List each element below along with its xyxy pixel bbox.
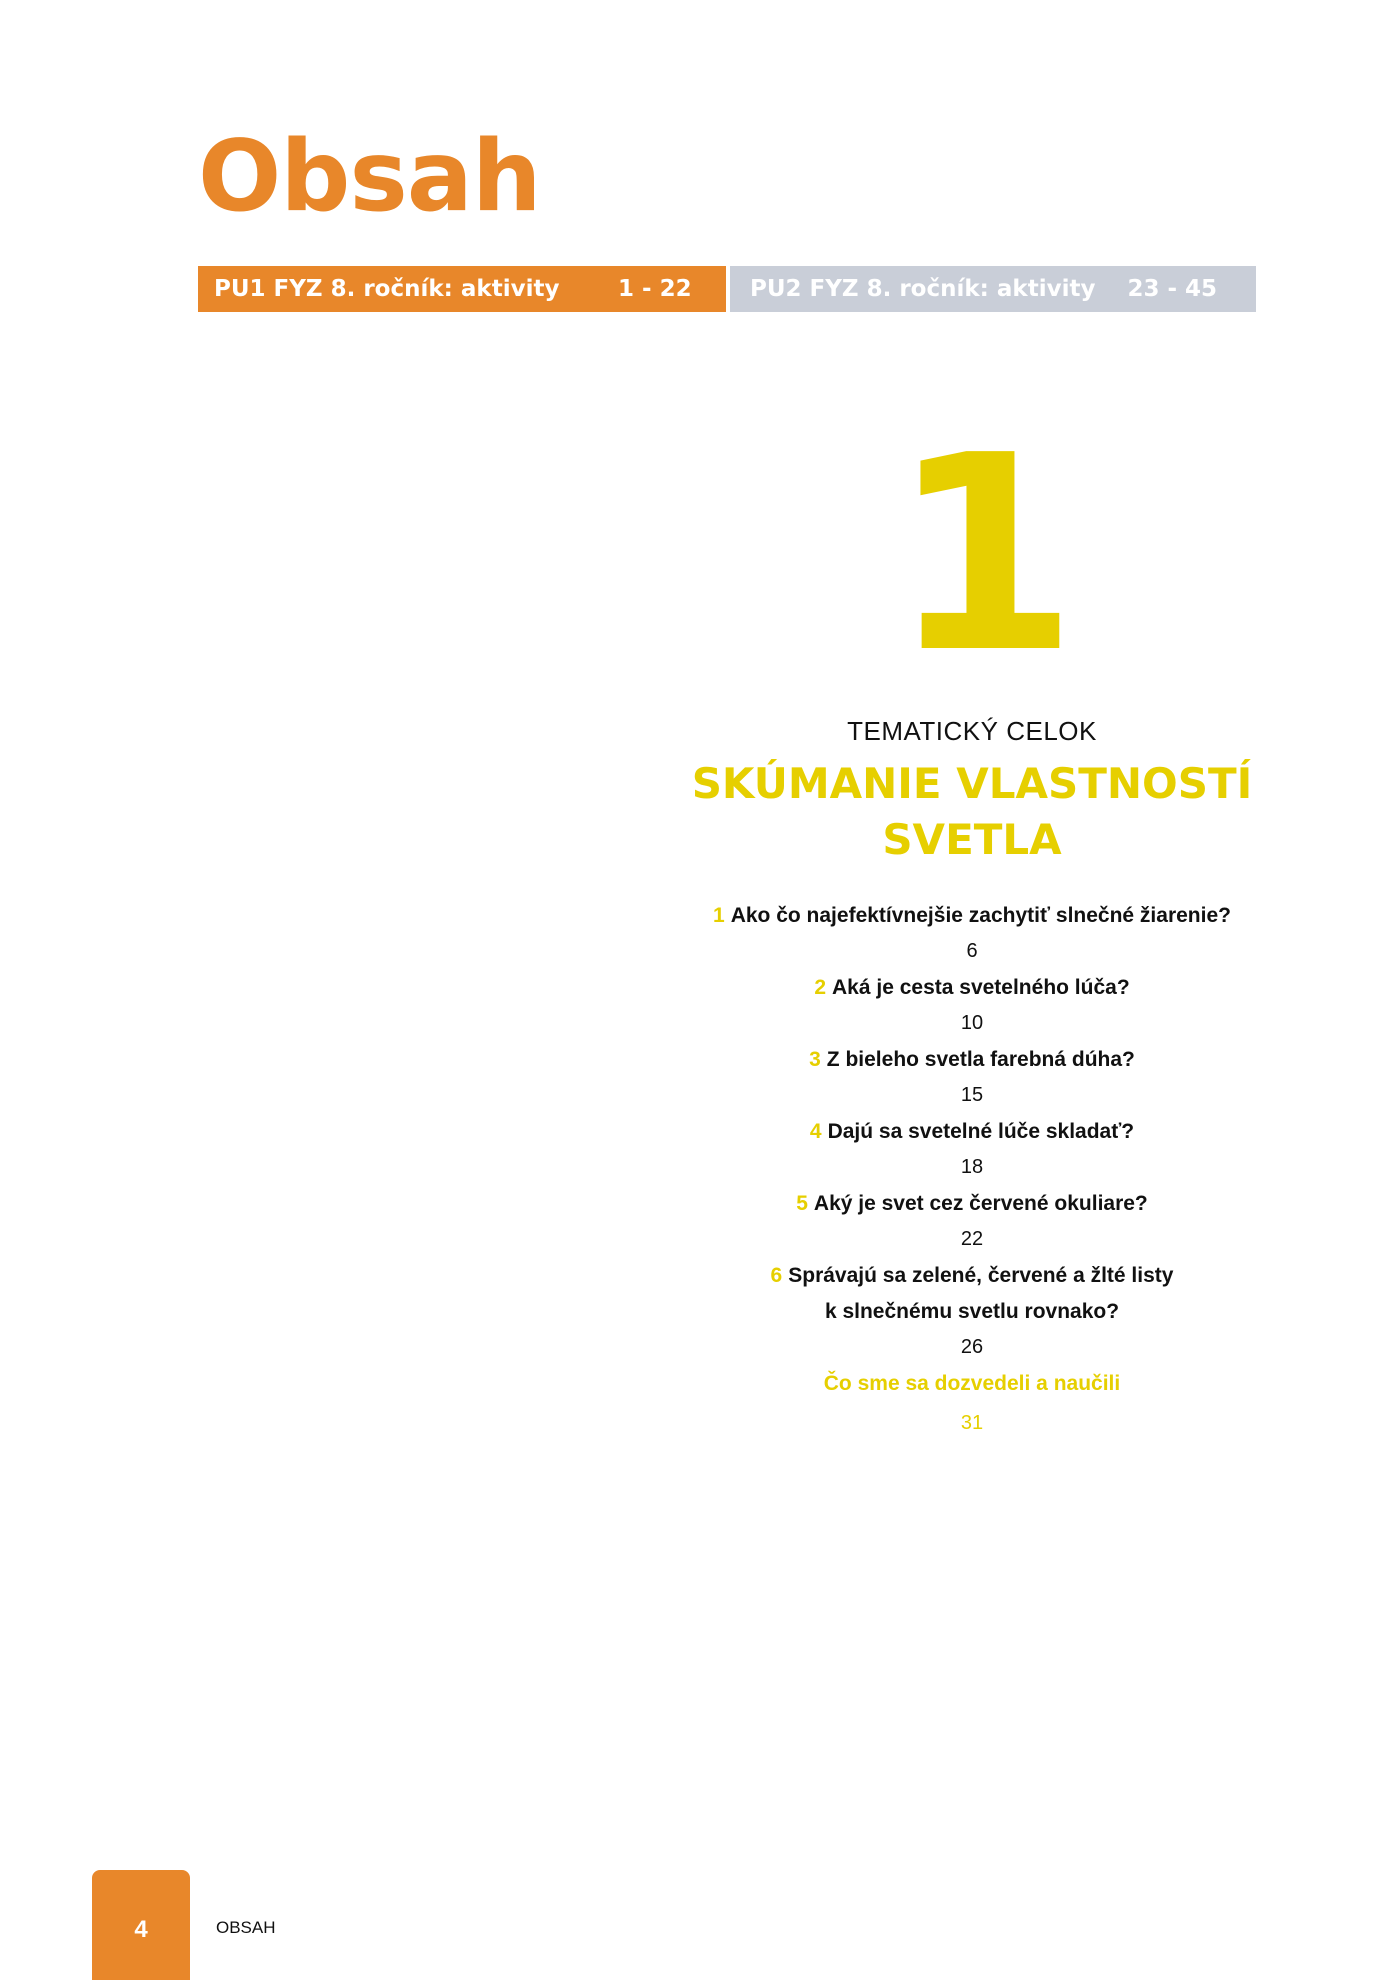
toc-entry-3[interactable] bbox=[672, 1042, 1272, 1112]
toc-page-number: 22 bbox=[960, 1228, 984, 1250]
toc-title-line-2: k slnečnému svetlu rovnako? bbox=[824, 1300, 1120, 1323]
toc-entry-6[interactable] bbox=[672, 1258, 1272, 1364]
toc-title-text: Aká je cesta svetelného lúča? bbox=[832, 976, 1130, 999]
toc-title bbox=[672, 898, 1272, 934]
toc-summary[interactable] bbox=[672, 1366, 1272, 1440]
toc-number: 5 bbox=[796, 1192, 808, 1215]
table-of-contents bbox=[672, 898, 1272, 1442]
toc-entry-5[interactable] bbox=[672, 1186, 1272, 1256]
toc-page-number: 15 bbox=[960, 1084, 984, 1106]
toc-number: 6 bbox=[770, 1264, 783, 1287]
toc-title bbox=[672, 1114, 1272, 1150]
tab-pu1[interactable] bbox=[198, 266, 726, 312]
volume-tabs bbox=[198, 266, 1256, 312]
toc-entry-1[interactable] bbox=[672, 898, 1272, 968]
page-number-tab: 4 bbox=[92, 1870, 190, 1980]
toc-entry-2[interactable] bbox=[672, 970, 1272, 1040]
unit-title bbox=[672, 756, 1272, 868]
toc-title bbox=[672, 1186, 1272, 1222]
toc-page-number: 10 bbox=[960, 1012, 984, 1034]
toc-number: 1 bbox=[713, 904, 725, 927]
toc-summary-title: Čo sme sa dozvedeli a naučili bbox=[823, 1372, 1121, 1395]
toc-page-number: 6 bbox=[966, 940, 978, 962]
toc-title-text: Z bieleho svetla farebná dúha? bbox=[826, 1048, 1135, 1071]
tab-pu2-label: PU2 FYZ 8. ročník: aktivity bbox=[750, 276, 1096, 302]
page-title: Obsah bbox=[198, 120, 541, 234]
tab-pu2-range: 23 - 45 bbox=[1127, 276, 1218, 302]
toc-title-text: Správajú sa zelené, červené a žlté listy bbox=[788, 1264, 1174, 1287]
toc-number: 4 bbox=[809, 1120, 822, 1143]
tab-pu1-range: 1 - 22 bbox=[618, 276, 692, 302]
toc-title-text: Dajú sa svetelné lúče skladať? bbox=[827, 1120, 1135, 1143]
toc-title-text: Aký je svet cez červené okuliare? bbox=[813, 1192, 1148, 1215]
toc-title bbox=[672, 1042, 1272, 1078]
toc-title bbox=[672, 1258, 1272, 1294]
toc-number: 3 bbox=[809, 1048, 821, 1071]
toc-page-number: 18 bbox=[960, 1156, 984, 1178]
unit-title-line-2: SVETLA bbox=[882, 815, 1062, 864]
unit-number: 1 bbox=[890, 397, 1078, 712]
unit-title-line-1: SKÚMANIE VLASTNOSTÍ bbox=[691, 759, 1253, 808]
tab-pu2[interactable] bbox=[730, 266, 1256, 312]
tab-pu1-label: PU1 FYZ 8. ročník: aktivity bbox=[214, 276, 560, 302]
footer-section-label: OBSAH bbox=[216, 1918, 276, 1937]
unit-label: TEMATICKÝ CELOK bbox=[847, 716, 1097, 746]
toc-summary-page: 31 bbox=[960, 1412, 984, 1434]
toc-title-text: Ako čo najefektívnejšie zachytiť slnečné žiarenie? bbox=[730, 904, 1231, 927]
toc-entry-4[interactable] bbox=[672, 1114, 1272, 1184]
toc-number: 2 bbox=[814, 976, 827, 999]
toc-page-number: 26 bbox=[960, 1336, 984, 1358]
toc-title bbox=[672, 970, 1272, 1006]
